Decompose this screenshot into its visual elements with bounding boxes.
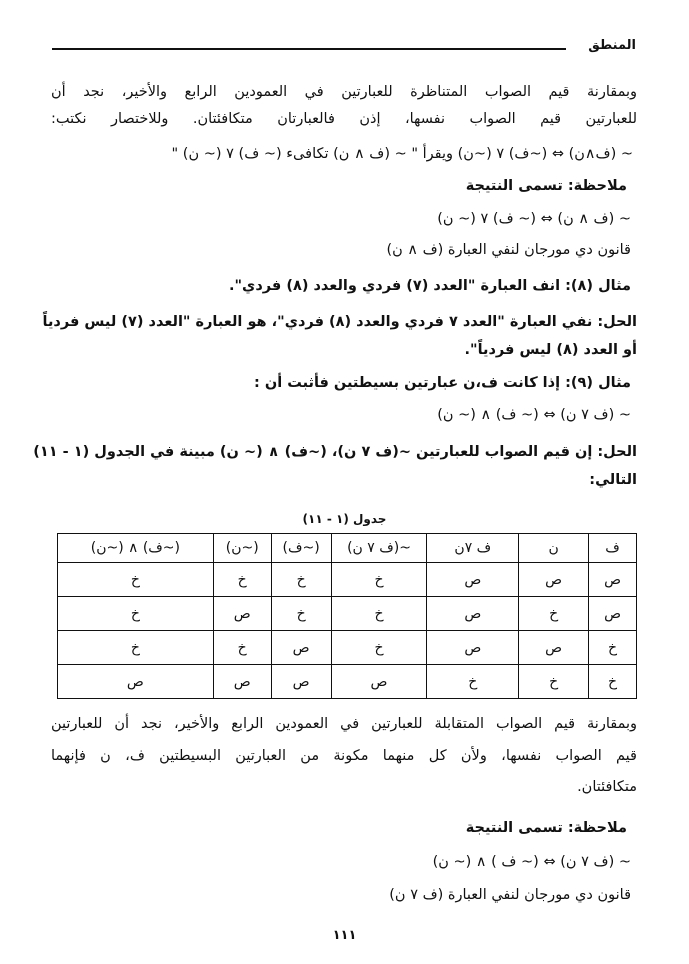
table-cell: ص	[589, 563, 637, 597]
table-cell: خ	[271, 563, 331, 597]
running-header	[52, 38, 636, 58]
formula-de-morgan-or-2: ~ (ف ٧ ن) ⇔ (~ ف ) ∧ (~ ن)	[432, 854, 631, 870]
table-cell: خ	[271, 597, 331, 631]
solution8-line1: الحل: نفي العبارة "العدد ٧ فردي والعدد (٨) فردي"، هو العبارة "العدد (٧) ليس فردياً	[42, 314, 637, 330]
formula-equivalence: ~ (ف∧ن) ⇔ (~ف) ٧ (~ن) ويقرأ " ~ (ف ∧ ن) تكافىء (~ ف) ٧ (~ ن) "	[171, 146, 633, 162]
de-morgan-law-or-label: قانون دي مورجان لنفي العبارة (ف ٧ ن)	[389, 887, 631, 903]
table-cell: ص	[427, 631, 519, 665]
paragraph2-line3: متكافئتان.	[577, 779, 637, 795]
de-morgan-law-and-label: قانون دي مورجان لنفي العبارة (ف ∧ ن)	[386, 242, 631, 258]
header-cell: ن	[519, 534, 589, 563]
table-cell: ص	[519, 563, 589, 597]
table-cell: ص	[213, 597, 271, 631]
note1-heading: ملاحظة: تسمى النتيجة	[465, 178, 627, 194]
page-number: ١١١	[332, 928, 357, 943]
table-row	[58, 665, 637, 699]
table-cell: خ	[589, 665, 637, 699]
table-caption: جدول (١ - ١١)	[302, 512, 387, 526]
table-cell: ص	[331, 665, 427, 699]
header-cell: (~ف)	[271, 534, 331, 563]
table-cell: ص	[213, 665, 271, 699]
header-rule	[52, 48, 566, 50]
solution9-line2: التالي:	[589, 472, 637, 488]
table-row	[58, 597, 637, 631]
table-cell: خ	[58, 631, 214, 665]
paragraph2-line1: وبمقارنة قيم الصواب المتقابلة للعبارتين في العمودين الرابع والأخير، نجد أن للعبارتين	[51, 716, 637, 732]
table-cell: ص	[58, 665, 214, 699]
table-cell: خ	[427, 665, 519, 699]
table-cell: خ	[213, 563, 271, 597]
table-cell: ص	[519, 631, 589, 665]
formula-de-morgan-and: ~ (ف ∧ ن) ⇔ (~ ف) ٧ (~ ن)	[437, 211, 631, 227]
solution8-line2: أو العدد (٨) ليس فردياً".	[464, 342, 637, 358]
example-8: مثال (٨): انف العبارة "العدد (٧) فردي والعدد (٨) فردي".	[228, 278, 631, 294]
table-cell: خ	[331, 631, 427, 665]
table-cell: خ	[58, 563, 214, 597]
table-cell: خ	[213, 631, 271, 665]
paragraph2-line2: قيم الصواب نفسها، ولأن كل منهما مكونة من العبارتين البسيطتين ف، ن فإنهما	[51, 748, 637, 764]
table-cell: خ	[331, 563, 427, 597]
table-header-row	[58, 534, 637, 563]
table-cell: خ	[58, 597, 214, 631]
table-row	[58, 563, 637, 597]
header-cell: (~ف) ∧ (~ن)	[58, 534, 214, 563]
example-9: مثال (٩): إذا كانت ف،ن عبارتين بسيطتين فأثبت أن :	[253, 375, 631, 391]
paragraph1-line1: وبمقارنة قيم الصواب المتناظرة للعبارتين في العمودين الرابع والأخير، نجد أن	[51, 84, 637, 100]
paragraph1-line2: للعبارتين قيم الصواب نفسها، إذن فالعبارتان متكافئتان. وللاختصار نكتب:	[51, 111, 637, 127]
table-row	[58, 631, 637, 665]
table-cell: ص	[271, 631, 331, 665]
table-cell: خ	[519, 597, 589, 631]
table-cell: خ	[331, 597, 427, 631]
table-cell: ص	[589, 597, 637, 631]
solution9-line1: الحل: إن قيم الصواب للعبارتين ~(ف ٧ ن)، (~ف) ∧ (~ ن) مبينة في الجدول (١ - ١١)	[33, 444, 637, 460]
header-title: المنطق	[588, 38, 636, 53]
header-cell: (~ن)	[213, 534, 271, 563]
note2-heading: ملاحظة: تسمى النتيجة	[465, 820, 627, 836]
table-cell: خ	[589, 631, 637, 665]
header-cell: ~(ف ٧ ن)	[331, 534, 427, 563]
table-cell: ص	[427, 563, 519, 597]
table-cell: ص	[271, 665, 331, 699]
formula-de-morgan-or: ~ (ف ٧ ن) ⇔ (~ ف) ∧ (~ ن)	[437, 407, 631, 423]
table-cell: خ	[519, 665, 589, 699]
header-cell: ف ٧ن	[427, 534, 519, 563]
table-cell: ص	[427, 597, 519, 631]
header-cell: ف	[589, 534, 637, 563]
truth-table	[57, 533, 637, 699]
